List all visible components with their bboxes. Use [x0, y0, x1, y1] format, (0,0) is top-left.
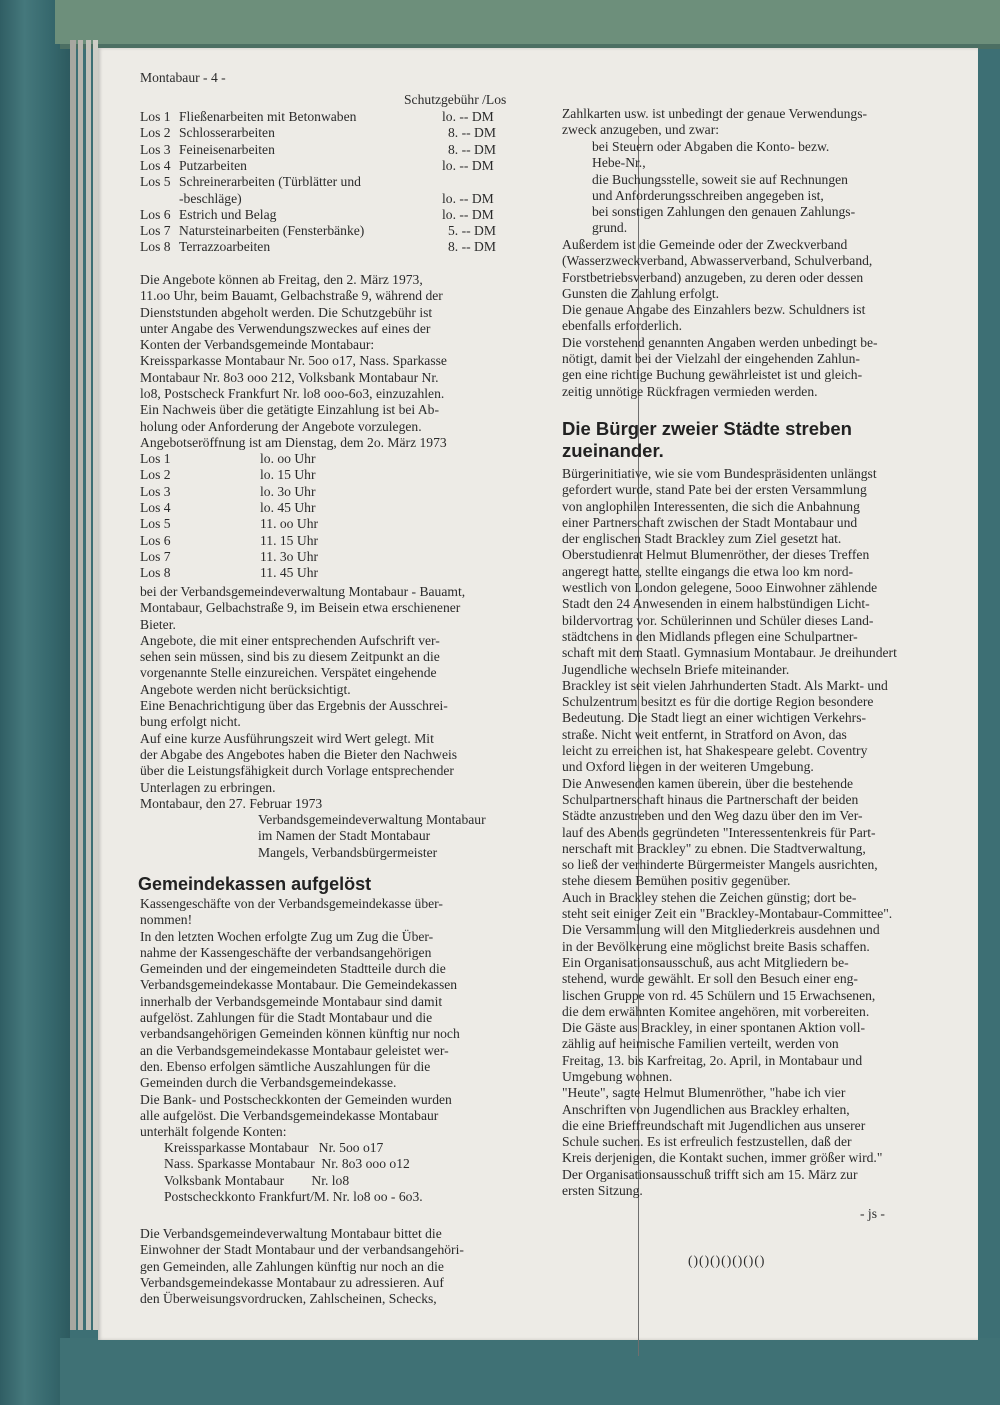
author-sign: - js -: [860, 1206, 885, 1221]
gemeindekassen-paragraph: Kassengeschäfte von der Verbandsgemeindekasse über- nommen! In den letzten Wochen erfolgte Zug um Zug die Über- nahme der Kassengeschäfte der verbandsangehörigen Gemeinden und der eingemeindeten Stadtteile durch die Verbandsgemeindekasse Montabaur. Die Gemeindekassen innerhalb der Verbandsgemeinde Montabaur sind damit aufgelöst. Zahlungen für die Stadt Montabaur und die verbandsangehörigen Gemeinden können künftig nur noch an die Verbandsgemeindekasse Montabaur geleistet wer- den. Ebenso erfolgen sämtliche Auszahlungen für die Gemeinden durch die Verbandsgemeindekasse. Die Bank- und Postscheckkonten der Gemeinden wurden alle aufgelöst. Die Verbandsgemeindekasse Montabaur unterhält folgende Konten:: [140, 896, 460, 1140]
los-time: 11. 45 Uhr: [260, 565, 319, 581]
los-label: Los 8: [140, 239, 171, 255]
table-row: [140, 500, 520, 516]
angebote-paragraph: Die Angebote können ab Freitag, den 2. März 1973, 11.oo Uhr, beim Bauamt, Gelbachstraße 9, während der Dienststunden abgeholt werden. Die Schutzgebühr ist unter Angabe des Verwendungszweckes auf eines der Konten der Verbandsgemeinde Montabaur: Kreissparkasse Montabaur Nr. 5oo o17, Nass. Sparkasse Montabaur Nr. 8o3 ooo 212, Volksbank Montabaur Nr. lo8, Postscheck Frankfurt Nr. lo8 ooo-6o3, einzuzahlen. Ein Nachweis über die getätigte Einzahlung ist bei Ab- holung oder Anforderung der Angebote vorzulegen. Angebotseröffnung ist am Dienstag, dem 2o. März 1973: [140, 272, 447, 450]
table-row: [140, 451, 520, 467]
los-label: Los 1: [140, 109, 171, 124]
table-row: [140, 533, 520, 549]
right-mid-paragraph: Außerdem ist die Gemeinde oder der Zweckverband (Wasserzweckverband, Abwasserverband, Schulverband, Forstbetriebsverband) anzugeben, zu deren oder dessen Gunsten die Zahlung erfolgt. Die genaue Angabe des Einzahlers bezw. Schuldners ist ebenfalls erforderlich. Die vorstehend genannten Angaben werden unbedingt be- nötigt, damit bei der Vielzahl der eingehenden Zahlun- gen eine richtige Buchung gewährleistet ist und gleich- zeitig unnötige Rückfragen vermieden werden.: [562, 237, 878, 399]
table-row: [140, 516, 520, 532]
running-head: Montabaur - 4 -: [140, 70, 226, 85]
los-work: Natursteinarbeiten (Fensterbänke): [179, 223, 365, 239]
table-row: [140, 109, 520, 125]
table-row: [140, 174, 520, 190]
document-page: [98, 48, 978, 1340]
table-row: [140, 191, 520, 207]
los-fee: lo. -- DM: [442, 109, 494, 124]
los-label: Los 7: [140, 548, 171, 564]
los-label: Los 6: [140, 206, 171, 222]
los-fee: 8. -- DM: [448, 239, 496, 255]
los-label: Los 2: [140, 467, 171, 483]
right-indented-list: bei Steuern oder Abgaben die Konto- bezw. Hebe-Nr., die Buchungsstelle, soweit sie auf Rechnungen und Anforderungsschreiben angegeben ist, bei sonstigen Zahlungen den genauen Zahlungs- grund.: [592, 139, 856, 236]
los-time: 11. 3o Uhr: [260, 548, 319, 564]
los-label: Los 6: [140, 532, 171, 548]
page-edge: [70, 40, 76, 1330]
table-row: [140, 565, 520, 581]
table-row: [140, 549, 520, 565]
page-edge: [78, 40, 83, 1330]
los-label: Los 5: [140, 516, 171, 532]
end-ornament: ()()()()()()(): [688, 1253, 766, 1268]
payment-request-paragraph: Die Verbandsgemeindeverwaltung Montabaur bittet die Einwohner der Stadt Montabaur und der verbandsangehöri- gen Gemeinden, alle Zahlungen künftig nur noch an die Verbandsgemeindekasse Montabaur zu adressieren. Auf den Überweisungsvordrucken, Zahlscheinen, Schecks,: [140, 1226, 464, 1307]
los-label: Los 8: [140, 565, 171, 581]
bottom-band: [60, 1338, 1000, 1405]
los-label: Los 3: [140, 483, 171, 499]
green-top-band: [55, 0, 1000, 44]
right-intro-text: Zahlkarten usw. ist unbedingt der genaue Verwendungs- zweck anzugeben, und zwar:: [562, 106, 868, 138]
los-label: Los 3: [140, 141, 171, 157]
los-work: Putzarbeiten: [179, 157, 247, 173]
los-time: lo. 3o Uhr: [260, 483, 316, 499]
los-work: Schlosserarbeiten: [179, 125, 275, 141]
los-fee: 5. -- DM: [448, 223, 496, 239]
table-row: [140, 223, 520, 239]
table-row: [140, 125, 520, 141]
los-label: Los 4: [140, 499, 171, 515]
los-work: Terrazzoarbeiten: [179, 239, 271, 255]
los-work: Fließenarbeiten mit Betonwaben: [179, 109, 357, 124]
los-fee: lo. -- DM: [442, 190, 494, 206]
los-work: -beschläge): [179, 190, 242, 206]
los-work: Schreinerarbeiten (Türblätter und: [179, 174, 361, 190]
los-time: lo. 45 Uhr: [260, 499, 316, 515]
los-label: Los 4: [140, 157, 171, 173]
table-row: [140, 467, 520, 483]
los-label: Los 7: [140, 223, 171, 239]
table-row: [140, 142, 520, 158]
table-row: [140, 207, 520, 223]
heading-buerger: Die Bürger zweier Städte streben zueinander.: [562, 418, 852, 461]
los-time: lo. 15 Uhr: [260, 467, 316, 483]
los-time: 11. oo Uhr: [260, 516, 319, 532]
los-time: lo. oo Uhr: [260, 451, 316, 466]
los-label: Los 5: [140, 174, 171, 190]
submission-paragraph: bei der Verbandsgemeindeverwaltung Montabaur - Bauamt, Montabaur, Gelbachstraße 9, im Beisein etwa erschienener Bieter. Angebote, die mit einer entsprechenden Aufschrift ver- sehen sein müssen, sind bis zu diesem Zeitpunkt an die vorgenannte Stelle einzureichen. Verspätet eingehende Angebote werden nicht berücksichtigt. Eine Benachrichtigung über das Ergebnis der Ausschrei- bung erfolgt nicht. Auf eine kurze Ausführungszeit wird Wert gelegt. Mit der Abgabe des Angebotes haben die Bieter den Nachweis über die Leistungsfähigkeit durch Vorlage entsprechender Unterlagen zu erbringen. Montabaur, den 27. Februar 1973: [140, 584, 466, 811]
signature-block: Verbandsgemeindeverwaltung Montabaur im Namen der Stadt Montabaur Mangels, Verbandsbürgermeister: [258, 812, 486, 860]
los-label: Los 2: [140, 125, 171, 141]
page-edge: [86, 40, 91, 1330]
los-work: Estrich und Belag: [179, 206, 277, 222]
los-work: Feineisenarbeiten: [179, 141, 275, 157]
accounts-list: Kreissparkasse Montabaur Nr. 5oo o17 Nass. Sparkasse Montabaur Nr. 8o3 ooo o12 Volksbank Montabaur Nr. lo8 Postscheckkonto Frankfurt/M. Nr. lo8 oo - 6o3.: [164, 1140, 423, 1204]
heading-gemeindekassen: Gemeindekassen aufgelöst: [138, 874, 372, 894]
buerger-article: Bürgerinitiative, wie sie vom Bundespräsidenten unlängst gefordert wurde, stand Pate bei der ersten Versammlung von anglophilen Interessenten, die sich die Anbahnung einer Partnerschaft zwischen der Stadt Montabaur und der englischen Stadt Brackley zum Ziel gesetzt hat. Oberstudienrat Helmut Blumenröther, der dieses Treffen angeregt hatte, stellte eingangs die etwa loo km nord- westlich von London gelegene, 5ooo Einwohner zählende Stadt den 24 Anwesenden in einem halbstündigen Licht- bildervortrag vor. Schülerinnen und Schüler dieses Land- städtchens in den Midlands pflegen eine Schulpartner- schaft mit dem Staatl. Gymnasium Montabaur. Je dreihundert Jugendliche wechseln Briefe miteinander. Brackley ist seit vielen Jahrhunderten Stadt. Als Markt- und Schulzentrum besitzt es für die dortige Region besondere Bedeutung. Die Stadt liegt an einer wichtigen Verkehrs- straße. Nicht weit entfernt, in Stratford on Avon, das leicht zu erreichen ist, hat Shakespeare gelebt. Coventry und Oxford liegen in der weiteren Umgebung. Die Anwesenden kamen überein, über die bestehende Schulpartnerschaft hinaus die Partnerschaft der beiden Städte anzustreben und den Weg dazu über den im Ver- lauf des Abends gegründeten "Interessentenkreis für Part- nerschaft mit Brackley" zu ebnen. Die Stadtverwaltung, so ließ der verhinderte Bürgermeister Mangels ausrichten, stehe diesem Bemühen positiv gegenüber. Auch in Brackley stehen die Zeichen günstig; dort be- steht seit einiger Zeit ein "Brackley-Montabaur-Committee". Die Versammlung will den Mitgliederkreis ausdehnen und in der Bevölkerung eine möglichst breite Basis schaffen. Ein Organisationsausschuß, aus acht Mitgliedern be- stehend, wurde gewählt. Er soll den Besuch einer eng- lischen Gruppe von rd. 45 Schülern und 15 Erwachsenen, die dem erwähnten Komitee angehören, mit vorbereiten. Die Gäste aus Brackley, in einer spontanen Aktion voll- zählig auf heimische Familien verteilt, werden von Freitag, 13. bis Karfreitag, 2o. April, in Montabaur und Umgebung wohnen. "Heute", sagte Helmut Blumenröther, "habe ich vier Anschriften von Jugendlichen aus Brackley erhalten, die eine Brieffreundschaft mit Jugendlichen aus unserer Schule suchen. Es ist erfreulich festzustellen, daß der Kreis derjenigen, die Kontakt suchen, immer größer wird." Der Organisationsausschuß trifft sich am 15. März zur ersten Sitzung.: [562, 466, 897, 1199]
book-spine: [0, 0, 70, 1405]
table-row: [140, 158, 520, 174]
lose-cost-table: [140, 109, 520, 288]
los-fee: lo. -- DM: [442, 206, 494, 222]
los-fee: lo. -- DM: [442, 157, 494, 173]
fee-column-header: Schutzgebühr /Los: [404, 92, 507, 107]
table-row: [140, 239, 520, 255]
table-row: [140, 484, 520, 500]
los-fee: 8. -- DM: [448, 141, 496, 157]
los-time: 11. 15 Uhr: [260, 532, 319, 548]
los-fee: 8. -- DM: [448, 125, 496, 141]
los-label: Los 1: [140, 451, 171, 466]
